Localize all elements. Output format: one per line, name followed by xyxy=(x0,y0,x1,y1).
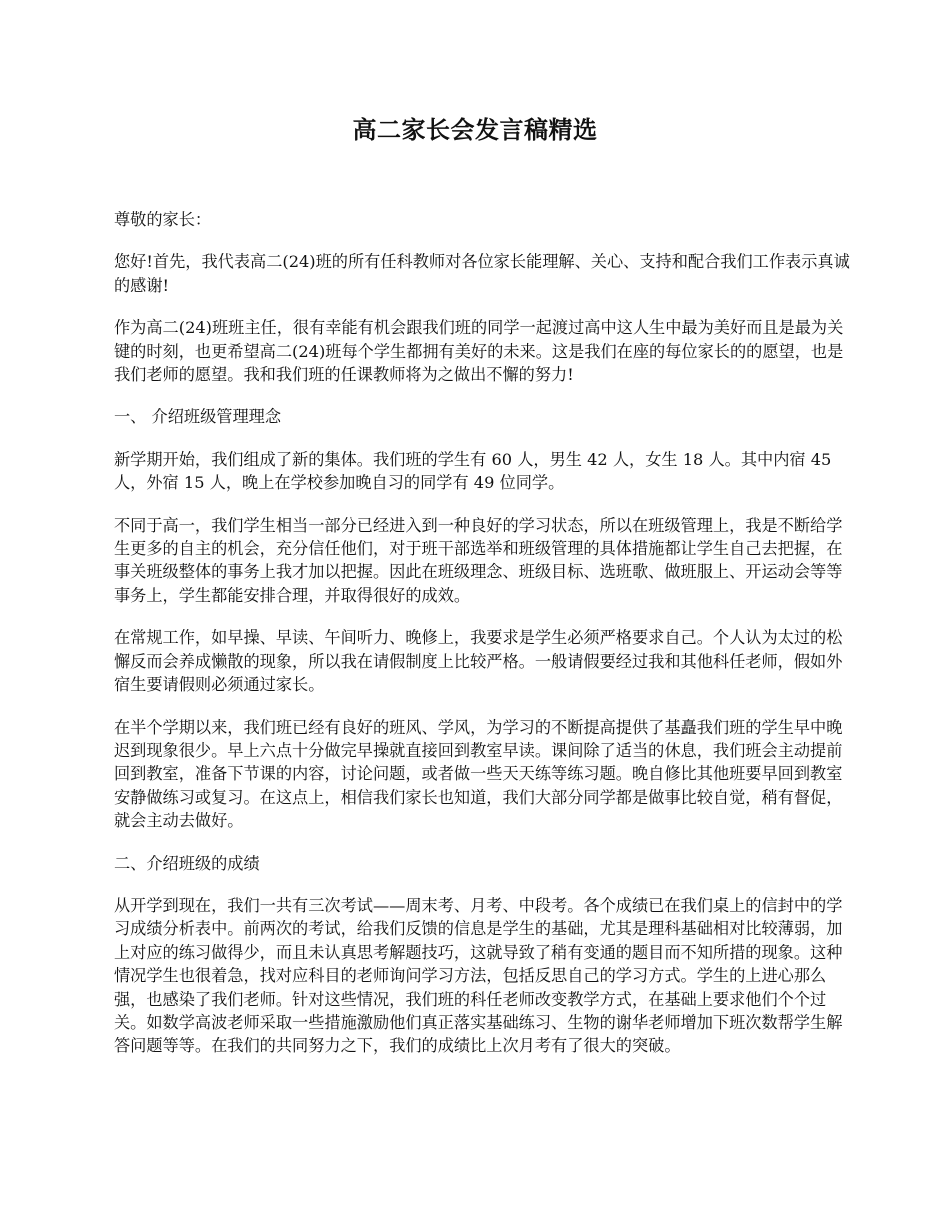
paragraph-class-composition: 新学期开始，我们组成了新的集体。我们班的学生有 60 人，男生 42 人，女生 18 人。其中内宿 45 人，外宿 15 人，晚上在学校参加晚自习的同学有 49 位同学。 xyxy=(114,449,832,493)
paragraph-greeting: 您好!首先，我代表高二(24)班的所有任科教师对各位家长能理解、关心、支持和配合我们工作表示真诚的感谢! xyxy=(114,252,850,295)
paragraph-autonomy: 不同于高一，我们学生相当一部分已经进入到一种良好的学习状态，所以在班级管理上，我是不断给学生更多的自主的机会，充分信任他们，对于班干部选举和班级管理的具体措施都让学生自己去把握，在事关班级整体的事务上我才加以把握。因此在班级理念、班级目标、选班歌、做班服上、开运动会等等事务上，学生都能安排合理，并取得很好的成效。 xyxy=(114,515,843,605)
paragraph-class-spirit: 在半个学期以来，我们班已经有良好的班风、学风，为学习的不断提高提供了基矗我们班的学生早中晚迟到现象很少。早上六点十分做完早操就直接回到教室早读。课间除了适当的休息，我们班会主动提前回到教室，准备下节课的内容，讨论问题，或者做一些天天练等练习题。晚自修比其他班要早回到教室安静做练习或复习。在这点上，相信我们家长也知道，我们大部分同学都是做事比较自觉，稍有督促，就会主动去做好。 xyxy=(114,717,843,831)
salutation: 尊敬的家长： xyxy=(114,210,212,229)
section-heading-class-results: 二、介绍班级的成绩 xyxy=(114,853,260,873)
paragraph-introduction: 作为高二(24)班班主任，很有幸能有机会跟我们班的同学一起渡过高中这人生中最为美好而且是最为关键的时刻，也更希望高二(24)班每个学生都拥有美好的未来。这是我们在座的每位家长的的愿望，也是我们老师的愿望。我和我们班的任课教师将为之做出不懈的努力! xyxy=(114,318,844,385)
section-heading-class-management: 一、 介绍班级管理理念 xyxy=(114,407,282,427)
document-body xyxy=(114,208,854,1077)
document-title: 高二家长会发言稿精选 xyxy=(352,116,598,144)
paragraph-exam-results: 从开学到现在，我们一共有三次考试——周末考、月考、中段考。各个成绩已在我们桌上的信封中的学习成绩分析表中。前两次的考试，给我们反馈的信息是学生的基础，尤其是理科基础相对比较薄弱，加上对应的练习做得少，而且未认真思考解题技巧，这就导致了稍有变通的题目而不知所措的现象。这种情况学生也很着急，找对应科目的老师询问学习方法，包括反思自己的学习方式。学生的上进心那么强，也感染了我们老师。针对这些情况，我们班的科任老师改变教学方式，在基础上要求他们个个过关。如数学高波老师采取一些措施激励他们真正落实基础练习、生物的谢华老师增加下班次数帮学生解答问题等等。在我们的共同努力之下，我们的成绩比上次月考有了很大的突破。 xyxy=(114,895,843,1056)
paragraph-routine-rules: 在常规工作，如早操、早读、午间听力、晚修上，我要求是学生必须严格要求自己。个人认为太过的松懈反而会养成懒散的现象，所以我在请假制度上比较严格。一般请假要经过我和其他科任老师，假如外宿生要请假则必须通过家长。 xyxy=(114,628,843,695)
